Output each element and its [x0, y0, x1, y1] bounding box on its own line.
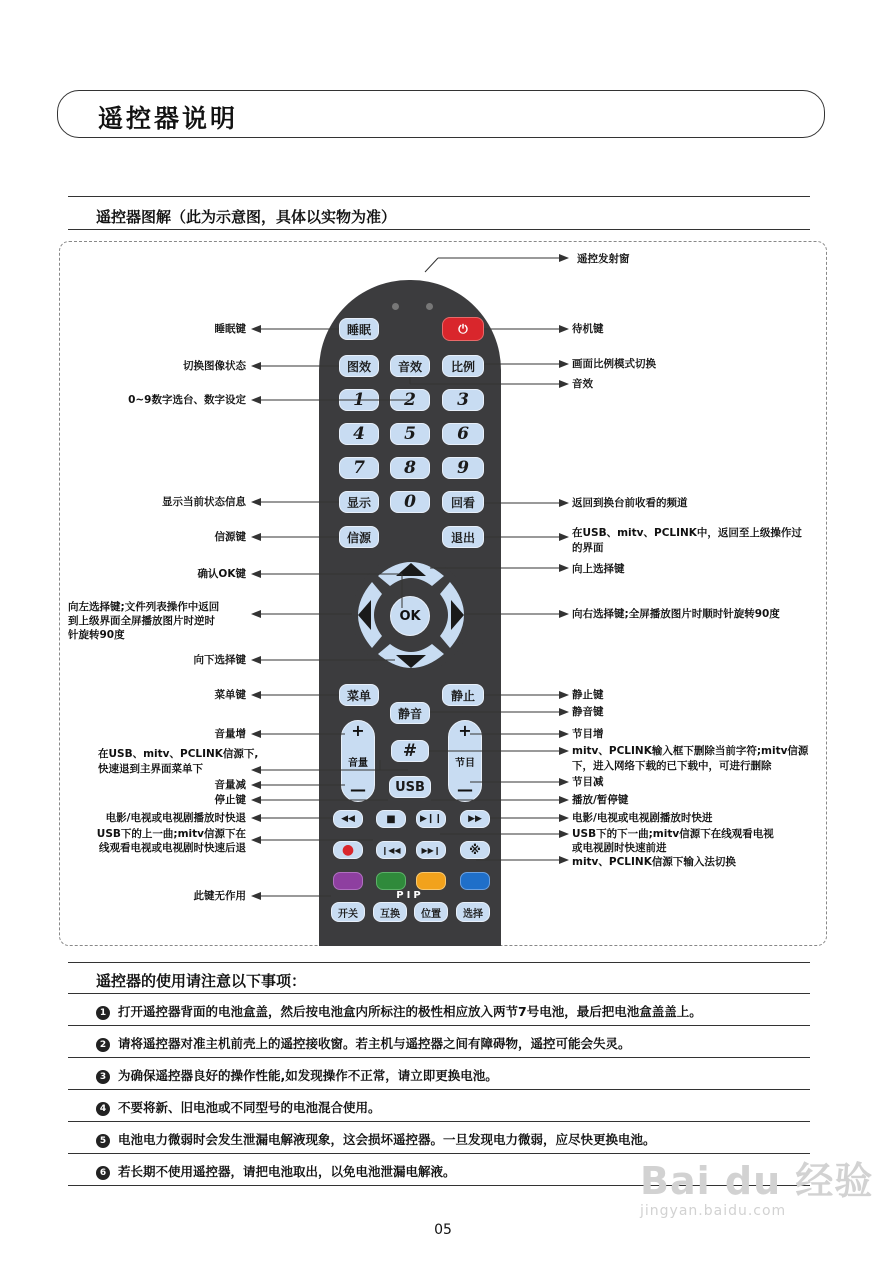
recall-button[interactable]: 回看: [442, 491, 484, 513]
digit-1-button[interactable]: 1: [339, 389, 379, 411]
stop-button[interactable]: ■: [376, 810, 406, 828]
rewind-button[interactable]: ◀◀: [333, 810, 363, 828]
label-fast-forward: 电影/电视或电视剧播放时快进: [572, 812, 713, 824]
volume-down-label: —: [350, 780, 366, 799]
label-next-line2: 或电视剧时快速前进: [572, 842, 667, 854]
label-volume-up: 音量增: [214, 728, 246, 740]
menu-button[interactable]: 菜单: [339, 684, 379, 706]
exit-button[interactable]: 退出: [442, 526, 484, 548]
note-text: 不要将新、旧电池或不同型号的电池混合使用。: [118, 1100, 381, 1115]
next-track-button[interactable]: ▶▶❙: [416, 841, 446, 859]
purple-button[interactable]: [333, 872, 363, 890]
ok-button[interactable]: OK: [390, 596, 430, 636]
diagram-section-title: 遥控器图解（此为示意图，具体以实物为准）: [96, 208, 397, 226]
divider: [68, 229, 810, 230]
label-volume-down: 音量减: [214, 779, 246, 791]
label-freeze: 静止键: [572, 689, 604, 701]
note-item: [96, 1002, 702, 1020]
label-up-arrow: 向上选择键: [572, 563, 625, 575]
label-usb-line1: 在USB、mitv、PCLINK信源下,: [98, 748, 259, 760]
label-next-line1: USB下的下一曲;mitv信源下在线观看电视: [572, 828, 774, 840]
label-source: 信源键: [214, 531, 246, 543]
label-ir-window: 遥控发射窗: [577, 253, 630, 265]
watermark: [640, 1150, 873, 1219]
label-exit-line1: 在USB、mitv、PCLINK中，返回至上级操作过: [572, 527, 802, 539]
label-play-pause: 播放/暂停键: [572, 794, 629, 806]
volume-label: 音量: [348, 758, 368, 769]
label-sleep: 睡眠键: [214, 323, 246, 335]
channel-up-label: +: [458, 721, 472, 740]
label-right-arrow: 向右选择键;全屏播放图片时顺时针旋转90度: [572, 608, 780, 620]
watermark-url: jingyan.baidu.com: [640, 1203, 787, 1219]
digit-5-button[interactable]: 5: [390, 423, 430, 445]
notes-section-title: 遥控器的使用请注意以下事项：: [96, 972, 307, 990]
label-display: 显示当前状态信息: [162, 496, 246, 508]
channel-down-label: —: [457, 780, 473, 799]
input-method-button[interactable]: ※: [460, 841, 490, 859]
picture-mode-button[interactable]: 图效: [339, 355, 379, 377]
previous-track-button[interactable]: ❙◀◀: [376, 841, 406, 859]
pip-toggle-button[interactable]: 开关: [331, 902, 365, 922]
digit-2-button[interactable]: 2: [390, 389, 430, 411]
digit-4-button[interactable]: 4: [339, 423, 379, 445]
freeze-button[interactable]: 静止: [442, 684, 484, 706]
label-stop: 停止键: [214, 794, 246, 806]
note-text: 电池电力微弱时会发生泄漏电解液现象，这会损坏遥控器。一旦发现电力微弱，应尽快更换电池。: [118, 1132, 656, 1147]
note-text: 若长期不使用遥控器，请把电池取出，以免电池泄漏电解液。: [118, 1164, 456, 1179]
label-aspect-ratio: 画面比例模式切换: [572, 358, 656, 370]
note-item: [96, 1162, 456, 1180]
record-button[interactable]: ●: [333, 841, 363, 859]
label-previous-line1: USB下的上一曲;mitv信源下在: [96, 828, 246, 840]
label-left-arrow-line2: 到上级界面全屏播放图片时逆时: [68, 615, 215, 627]
label-sound-mode: 音效: [572, 378, 593, 390]
label-input-method: mitv、PCLINK信源下输入法切换: [572, 856, 736, 868]
pip-select-button[interactable]: 选择: [456, 902, 490, 922]
label-hash-line1: mitv、PCLINK输入框下删除当前字符;mitv信源: [572, 745, 809, 757]
label-previous-line2: 线观看电视或电视剧时快速后退: [99, 842, 246, 854]
divider: [68, 1025, 810, 1026]
label-channel-down: 节目减: [572, 776, 604, 788]
channel-label: 节目: [455, 758, 475, 769]
note-bullet: 1: [96, 1006, 110, 1020]
label-picture-mode: 切换图像状态: [183, 360, 246, 372]
watermark-logo-text: Bai du 经验: [640, 1159, 874, 1203]
label-usb-line2: 快速退到主界面菜单下: [98, 763, 203, 775]
note-text: 打开遥控器背面的电池盒盖，然后按电池盒内所标注的极性相应放入两节7号电池，最后把电池盒盖盖上。: [118, 1004, 702, 1019]
digit-3-button[interactable]: 3: [442, 389, 484, 411]
label-menu: 菜单键: [214, 689, 246, 701]
note-bullet: 5: [96, 1134, 110, 1148]
divider: [68, 1121, 810, 1122]
volume-up-label: +: [351, 721, 365, 740]
source-button[interactable]: 信源: [339, 526, 379, 548]
ir-led: [392, 303, 399, 310]
divider: [68, 962, 810, 963]
sleep-button[interactable]: 睡眠: [339, 318, 379, 340]
divider: [68, 1057, 810, 1058]
label-mute: 静音键: [572, 706, 604, 718]
mute-button[interactable]: 静音: [390, 702, 430, 724]
digit-9-button[interactable]: 9: [442, 457, 484, 479]
page-title: 遥控器说明: [98, 104, 239, 133]
label-recall: 返回到换台前收看的频道: [572, 497, 688, 509]
note-bullet: 6: [96, 1166, 110, 1180]
volume-rocker[interactable]: [341, 720, 375, 802]
hash-button[interactable]: #: [391, 740, 429, 762]
note-bullet: 2: [96, 1038, 110, 1052]
channel-rocker[interactable]: [448, 720, 482, 802]
digit-0-button[interactable]: 0: [390, 491, 430, 513]
note-text: 为确保遥控器良好的操作性能,如发现操作不正常，请立即更换电池。: [118, 1068, 498, 1083]
note-bullet: 4: [96, 1102, 110, 1116]
note-item: [96, 1034, 631, 1052]
label-hash-line2: 下，进入网络下载的已下载中，可进行删除: [572, 760, 772, 772]
divider: [68, 993, 810, 994]
digit-8-button[interactable]: 8: [390, 457, 430, 479]
note-text: 请将遥控器对准主机前壳上的遥控接收窗。若主机与遥控器之间有障碍物，遥控可能会失灵。: [118, 1036, 631, 1051]
green-button[interactable]: [376, 872, 406, 890]
label-digits: 0~9数字选台、数字设定: [128, 394, 246, 406]
note-item: [96, 1098, 381, 1116]
usb-button[interactable]: USB: [389, 776, 431, 798]
digit-6-button[interactable]: 6: [442, 423, 484, 445]
page-title-box: [57, 90, 825, 138]
divider: [68, 1089, 810, 1090]
blue-button[interactable]: [460, 872, 490, 890]
label-channel-up: 节目增: [572, 728, 604, 740]
power-button[interactable]: ⏻: [442, 317, 484, 341]
sound-mode-button[interactable]: 音效: [390, 355, 430, 377]
pip-swap-button[interactable]: 互换: [373, 902, 407, 922]
label-power: 待机键: [572, 323, 604, 335]
note-bullet: 3: [96, 1070, 110, 1084]
label-left-arrow-line1: 向左选择键;文件列表操作中返回: [68, 601, 220, 613]
divider: [68, 196, 810, 197]
label-rewind: 电影/电视或电视剧播放时快退: [105, 812, 246, 824]
label-down-arrow: 向下选择键: [193, 654, 246, 666]
note-item: [96, 1130, 656, 1148]
play-pause-button[interactable]: ▶❙❙: [416, 810, 446, 828]
fast-forward-button[interactable]: ▶▶: [460, 810, 490, 828]
label-left-arrow-line3: 针旋转90度: [68, 629, 125, 641]
label-no-function: 此键无作用: [193, 890, 246, 902]
aspect-ratio-button[interactable]: 比例: [442, 355, 484, 377]
ir-led: [426, 303, 433, 310]
yellow-button[interactable]: [416, 872, 446, 890]
digit-7-button[interactable]: 7: [339, 457, 379, 479]
label-exit-line2: 的界面: [572, 542, 604, 554]
note-item: [96, 1066, 498, 1084]
label-ok: 确认OK键: [197, 568, 246, 580]
pip-label: PIP: [396, 890, 424, 901]
page-number: 05: [434, 1222, 452, 1238]
display-button[interactable]: 显示: [339, 491, 379, 513]
pip-position-button[interactable]: 位置: [414, 902, 448, 922]
